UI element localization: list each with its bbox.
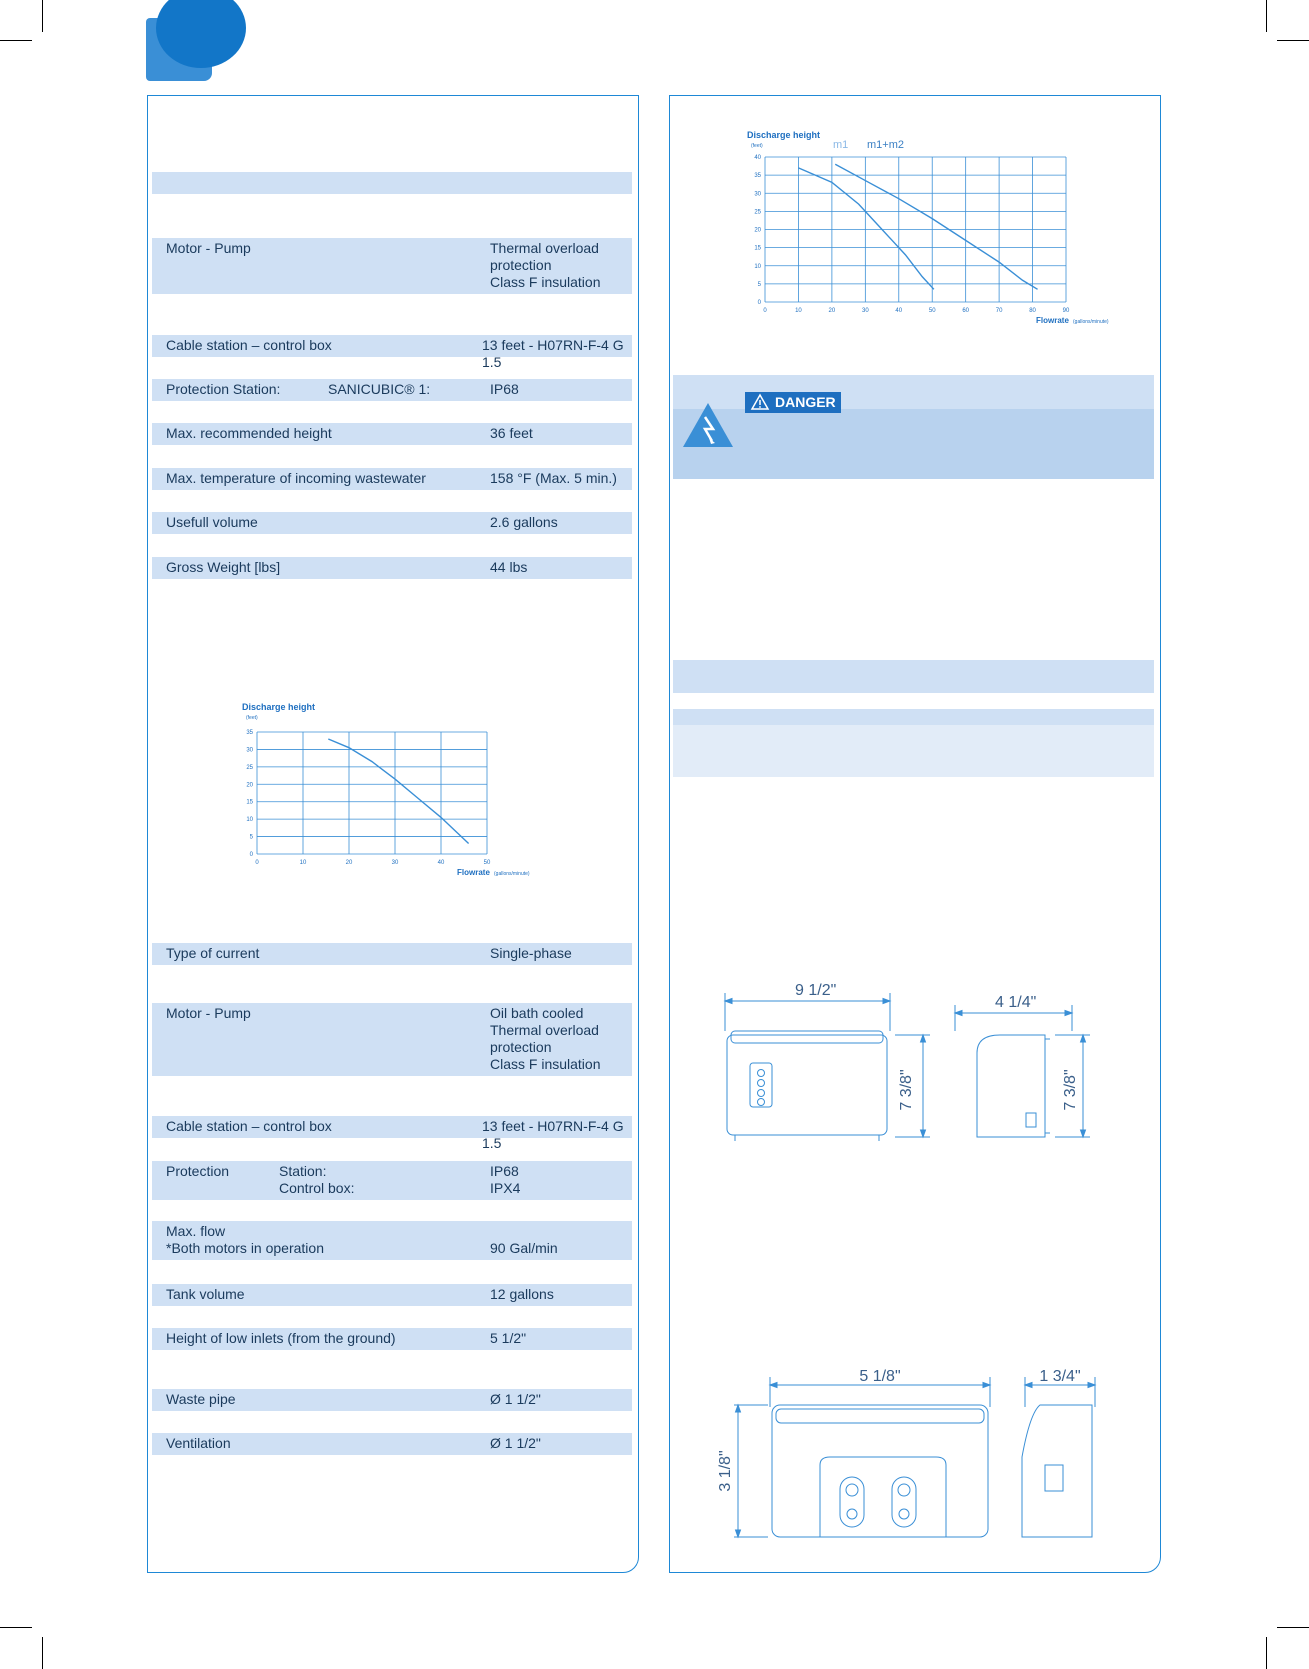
x-tick-label: 0 bbox=[255, 860, 259, 866]
y-tick-label: 25 bbox=[754, 209, 761, 216]
spec-row bbox=[152, 1389, 632, 1411]
spec-value: 5 1/2" bbox=[490, 1330, 527, 1346]
y-tick-label: 25 bbox=[246, 764, 253, 771]
spec-value: Single-phase bbox=[490, 945, 572, 961]
spec-value: 13 feet - H07RN-F-4 G 1.5 bbox=[482, 337, 624, 370]
spec-label: Motor - Pump bbox=[166, 1005, 251, 1021]
x-axis-label: Flowrate bbox=[457, 868, 490, 877]
danger-body-band bbox=[673, 409, 1154, 479]
station-depth-label: 4 1/4" bbox=[995, 994, 1037, 1011]
pump-curve-chart bbox=[240, 700, 550, 885]
station-height-label: 7 3/8" bbox=[898, 1069, 915, 1111]
spec-value: Ø 1 1/2" bbox=[490, 1435, 541, 1451]
x-tick-label: 10 bbox=[795, 308, 802, 314]
y-tick-label: 35 bbox=[246, 730, 253, 736]
spec-row bbox=[152, 557, 632, 579]
y-tick-label: 0 bbox=[249, 852, 253, 858]
spec-value: 2.6 gallons bbox=[490, 514, 558, 530]
danger-badge bbox=[745, 392, 841, 413]
y-tick-label: 20 bbox=[246, 782, 253, 789]
spec-label: Max. temperature of incoming wastewater bbox=[166, 470, 426, 486]
spec-row bbox=[152, 1116, 632, 1151]
subsection-body-band bbox=[673, 725, 1154, 777]
spec-row bbox=[152, 423, 632, 445]
crop-mark bbox=[1277, 1627, 1309, 1628]
section-header-band bbox=[673, 660, 1154, 693]
crop-mark bbox=[1277, 40, 1309, 41]
danger-warning-box bbox=[673, 375, 1154, 479]
box-width-label: 5 1/8" bbox=[859, 1368, 901, 1385]
spec-value: IP68 bbox=[490, 381, 519, 397]
chart-y-unit: (feet) bbox=[751, 143, 763, 149]
spec-row bbox=[152, 1161, 632, 1200]
spec-mid: SANICUBIC® 1: bbox=[328, 381, 431, 397]
y-tick-label: 5 bbox=[249, 834, 253, 841]
x-tick-label: 50 bbox=[483, 860, 491, 866]
x-axis-label: Flowrate bbox=[1036, 316, 1069, 325]
spec-row bbox=[152, 1328, 632, 1350]
crop-mark bbox=[1266, 1637, 1267, 1669]
spec-label: Type of current bbox=[166, 945, 260, 961]
spec-label: Protection Station: bbox=[166, 381, 281, 397]
spec-row bbox=[152, 1433, 632, 1455]
spec-row bbox=[152, 943, 632, 965]
spec-label: Waste pipe bbox=[166, 1391, 236, 1407]
x-tick-label: 30 bbox=[391, 860, 399, 866]
station-dimension-drawing bbox=[715, 975, 1100, 1170]
spec-row bbox=[152, 1284, 632, 1306]
section-header-band bbox=[152, 172, 632, 194]
spec-value: 44 lbs bbox=[490, 559, 528, 575]
x-tick-label: 70 bbox=[995, 308, 1003, 314]
y-tick-label: 10 bbox=[246, 817, 253, 824]
spec-row bbox=[152, 468, 632, 490]
spec-label: Ventilation bbox=[166, 1435, 231, 1451]
crop-mark bbox=[42, 0, 43, 32]
electrical-hazard-icon bbox=[681, 401, 735, 449]
warning-triangle-icon bbox=[751, 394, 769, 410]
y-tick-label: 5 bbox=[757, 281, 761, 288]
spec-row bbox=[152, 1003, 632, 1076]
crop-mark bbox=[42, 1637, 43, 1669]
spec-label: Gross Weight [lbs] bbox=[166, 559, 281, 575]
chart-title: Discharge height bbox=[242, 702, 316, 712]
x-tick-label: 20 bbox=[345, 860, 353, 866]
spec-label: Max. recommended height bbox=[166, 425, 332, 441]
x-tick-label: 50 bbox=[928, 308, 936, 314]
y-tick-label: 20 bbox=[754, 227, 761, 234]
spec-row bbox=[152, 238, 632, 294]
spec-value: 36 feet bbox=[490, 425, 533, 441]
series-line bbox=[798, 168, 933, 289]
x-tick-label: 80 bbox=[1029, 308, 1036, 314]
crop-mark bbox=[1266, 0, 1267, 32]
box-height-label: 3 1/8" bbox=[717, 1450, 734, 1492]
spec-label: Usefull volume bbox=[166, 514, 258, 530]
spec-label: Tank volume bbox=[166, 1286, 245, 1302]
x-axis-unit: (gallons/minute) bbox=[494, 871, 530, 877]
y-tick-label: 30 bbox=[754, 191, 761, 198]
y-tick-label: 35 bbox=[754, 173, 761, 180]
x-tick-label: 40 bbox=[895, 308, 903, 314]
pump-curve-chart-dual bbox=[745, 128, 1109, 333]
crop-mark bbox=[0, 40, 32, 41]
spec-value: 158 °F (Max. 5 min.) bbox=[490, 470, 617, 486]
chart-y-unit: (feet) bbox=[246, 715, 258, 721]
control-box-dimension-drawing bbox=[717, 1365, 1105, 1545]
station-width-label: 9 1/2" bbox=[795, 982, 837, 999]
y-tick-label: 40 bbox=[754, 155, 761, 161]
chart-title: Discharge height bbox=[747, 130, 821, 140]
spec-row bbox=[152, 1221, 632, 1260]
danger-label: DANGER bbox=[775, 394, 836, 410]
crop-mark bbox=[0, 1627, 32, 1628]
x-tick-label: 60 bbox=[962, 308, 970, 314]
y-tick-label: 0 bbox=[757, 300, 761, 306]
spec-value: Oil bath cooled Thermal overload protection Class F insulation bbox=[490, 1005, 601, 1072]
y-tick-label: 10 bbox=[754, 263, 761, 270]
spec-label: Motor - Pump bbox=[166, 240, 251, 256]
spec-value: Ø 1 1/2" bbox=[490, 1391, 541, 1407]
spec-label: Cable station – control box bbox=[166, 337, 332, 353]
x-tick-label: 40 bbox=[437, 860, 445, 866]
y-tick-label: 30 bbox=[246, 747, 253, 754]
section-tab bbox=[146, 18, 212, 81]
x-tick-label: 30 bbox=[861, 308, 869, 314]
spec-label: Height of low inlets (from the ground) bbox=[166, 1330, 396, 1346]
x-tick-label: 20 bbox=[828, 308, 836, 314]
spec-label: Protection bbox=[166, 1163, 230, 1179]
legend-label: m1 bbox=[833, 139, 849, 151]
x-tick-label: 90 bbox=[1062, 308, 1070, 314]
spec-value: 90 Gal/min bbox=[490, 1240, 558, 1256]
spec-row bbox=[152, 335, 632, 370]
spec-value: 13 feet - H07RN-F-4 G 1.5 bbox=[482, 1118, 624, 1151]
subsection-header-band bbox=[673, 709, 1154, 725]
x-axis-unit: (gallons/minute) bbox=[1073, 319, 1109, 325]
y-tick-label: 15 bbox=[754, 245, 761, 252]
station-height-label-side: 7 3/8" bbox=[1062, 1069, 1079, 1111]
spec-mid: Station: Control box: bbox=[279, 1163, 355, 1196]
x-tick-label: 10 bbox=[299, 860, 307, 866]
spec-value: Thermal overload protection Class F insulation bbox=[490, 240, 601, 290]
legend-label: m1+m2 bbox=[867, 139, 904, 151]
spec-row bbox=[152, 379, 632, 401]
spec-row bbox=[152, 512, 632, 534]
spec-label: Max. flow *Both motors in operation bbox=[166, 1223, 324, 1256]
spec-value: IP68 IPX4 bbox=[490, 1163, 521, 1196]
spec-value: 12 gallons bbox=[490, 1286, 554, 1302]
y-tick-label: 15 bbox=[246, 799, 253, 806]
spec-label: Cable station – control box bbox=[166, 1118, 332, 1134]
box-depth-label: 1 3/4" bbox=[1039, 1368, 1081, 1385]
x-tick-label: 0 bbox=[763, 308, 767, 314]
